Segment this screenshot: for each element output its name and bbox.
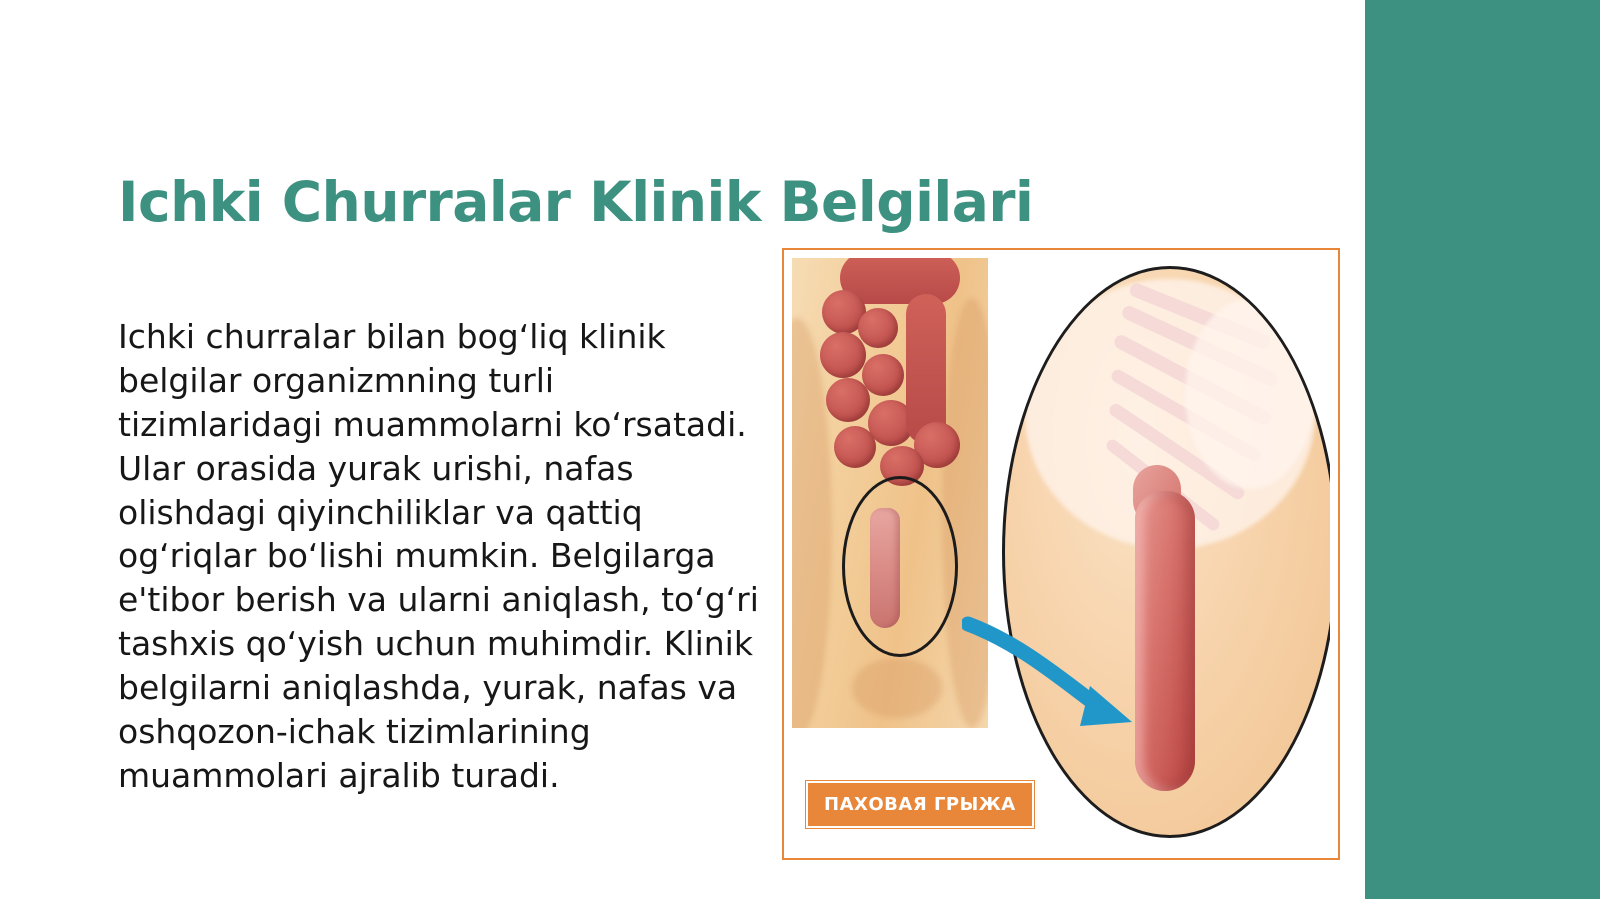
- intestine-illustration: [814, 258, 984, 500]
- right-magnified-panel: [1002, 258, 1330, 838]
- decorative-side-band: [1365, 0, 1600, 899]
- figure-caption: ПАХОВАЯ ГРЫЖА: [806, 781, 1034, 828]
- pointer-arrow-icon: [962, 614, 1152, 744]
- figure-card: [782, 248, 1340, 860]
- hernia-circle-marker: [842, 476, 958, 657]
- body-paragraph: Ichki churralar bilan bog‘liq klinik belgilar organizmning turli tizimlaridagi muammolarni ko‘rsatadi. Ular orasida yurak urishi, nafas olishdagi qiyinchiliklar va qattiq og‘riqlar bo‘lishi mumkin. Belgilarga e'tibor berish va ularni aniqlash, to‘g‘ri tashxis qo‘yish uchun muhimdir. Klinik belgilarni aniqlashda, yurak, nafas va oshqozon-ichak tizimlarining muammolari ajralib turadi.: [118, 317, 759, 795]
- figure-image: [792, 258, 1330, 850]
- left-anatomy-panel: [792, 258, 988, 728]
- magnifier-oval: [1002, 266, 1330, 838]
- page-title: Ichki Churralar Klinik Belgilari: [118, 169, 1034, 234]
